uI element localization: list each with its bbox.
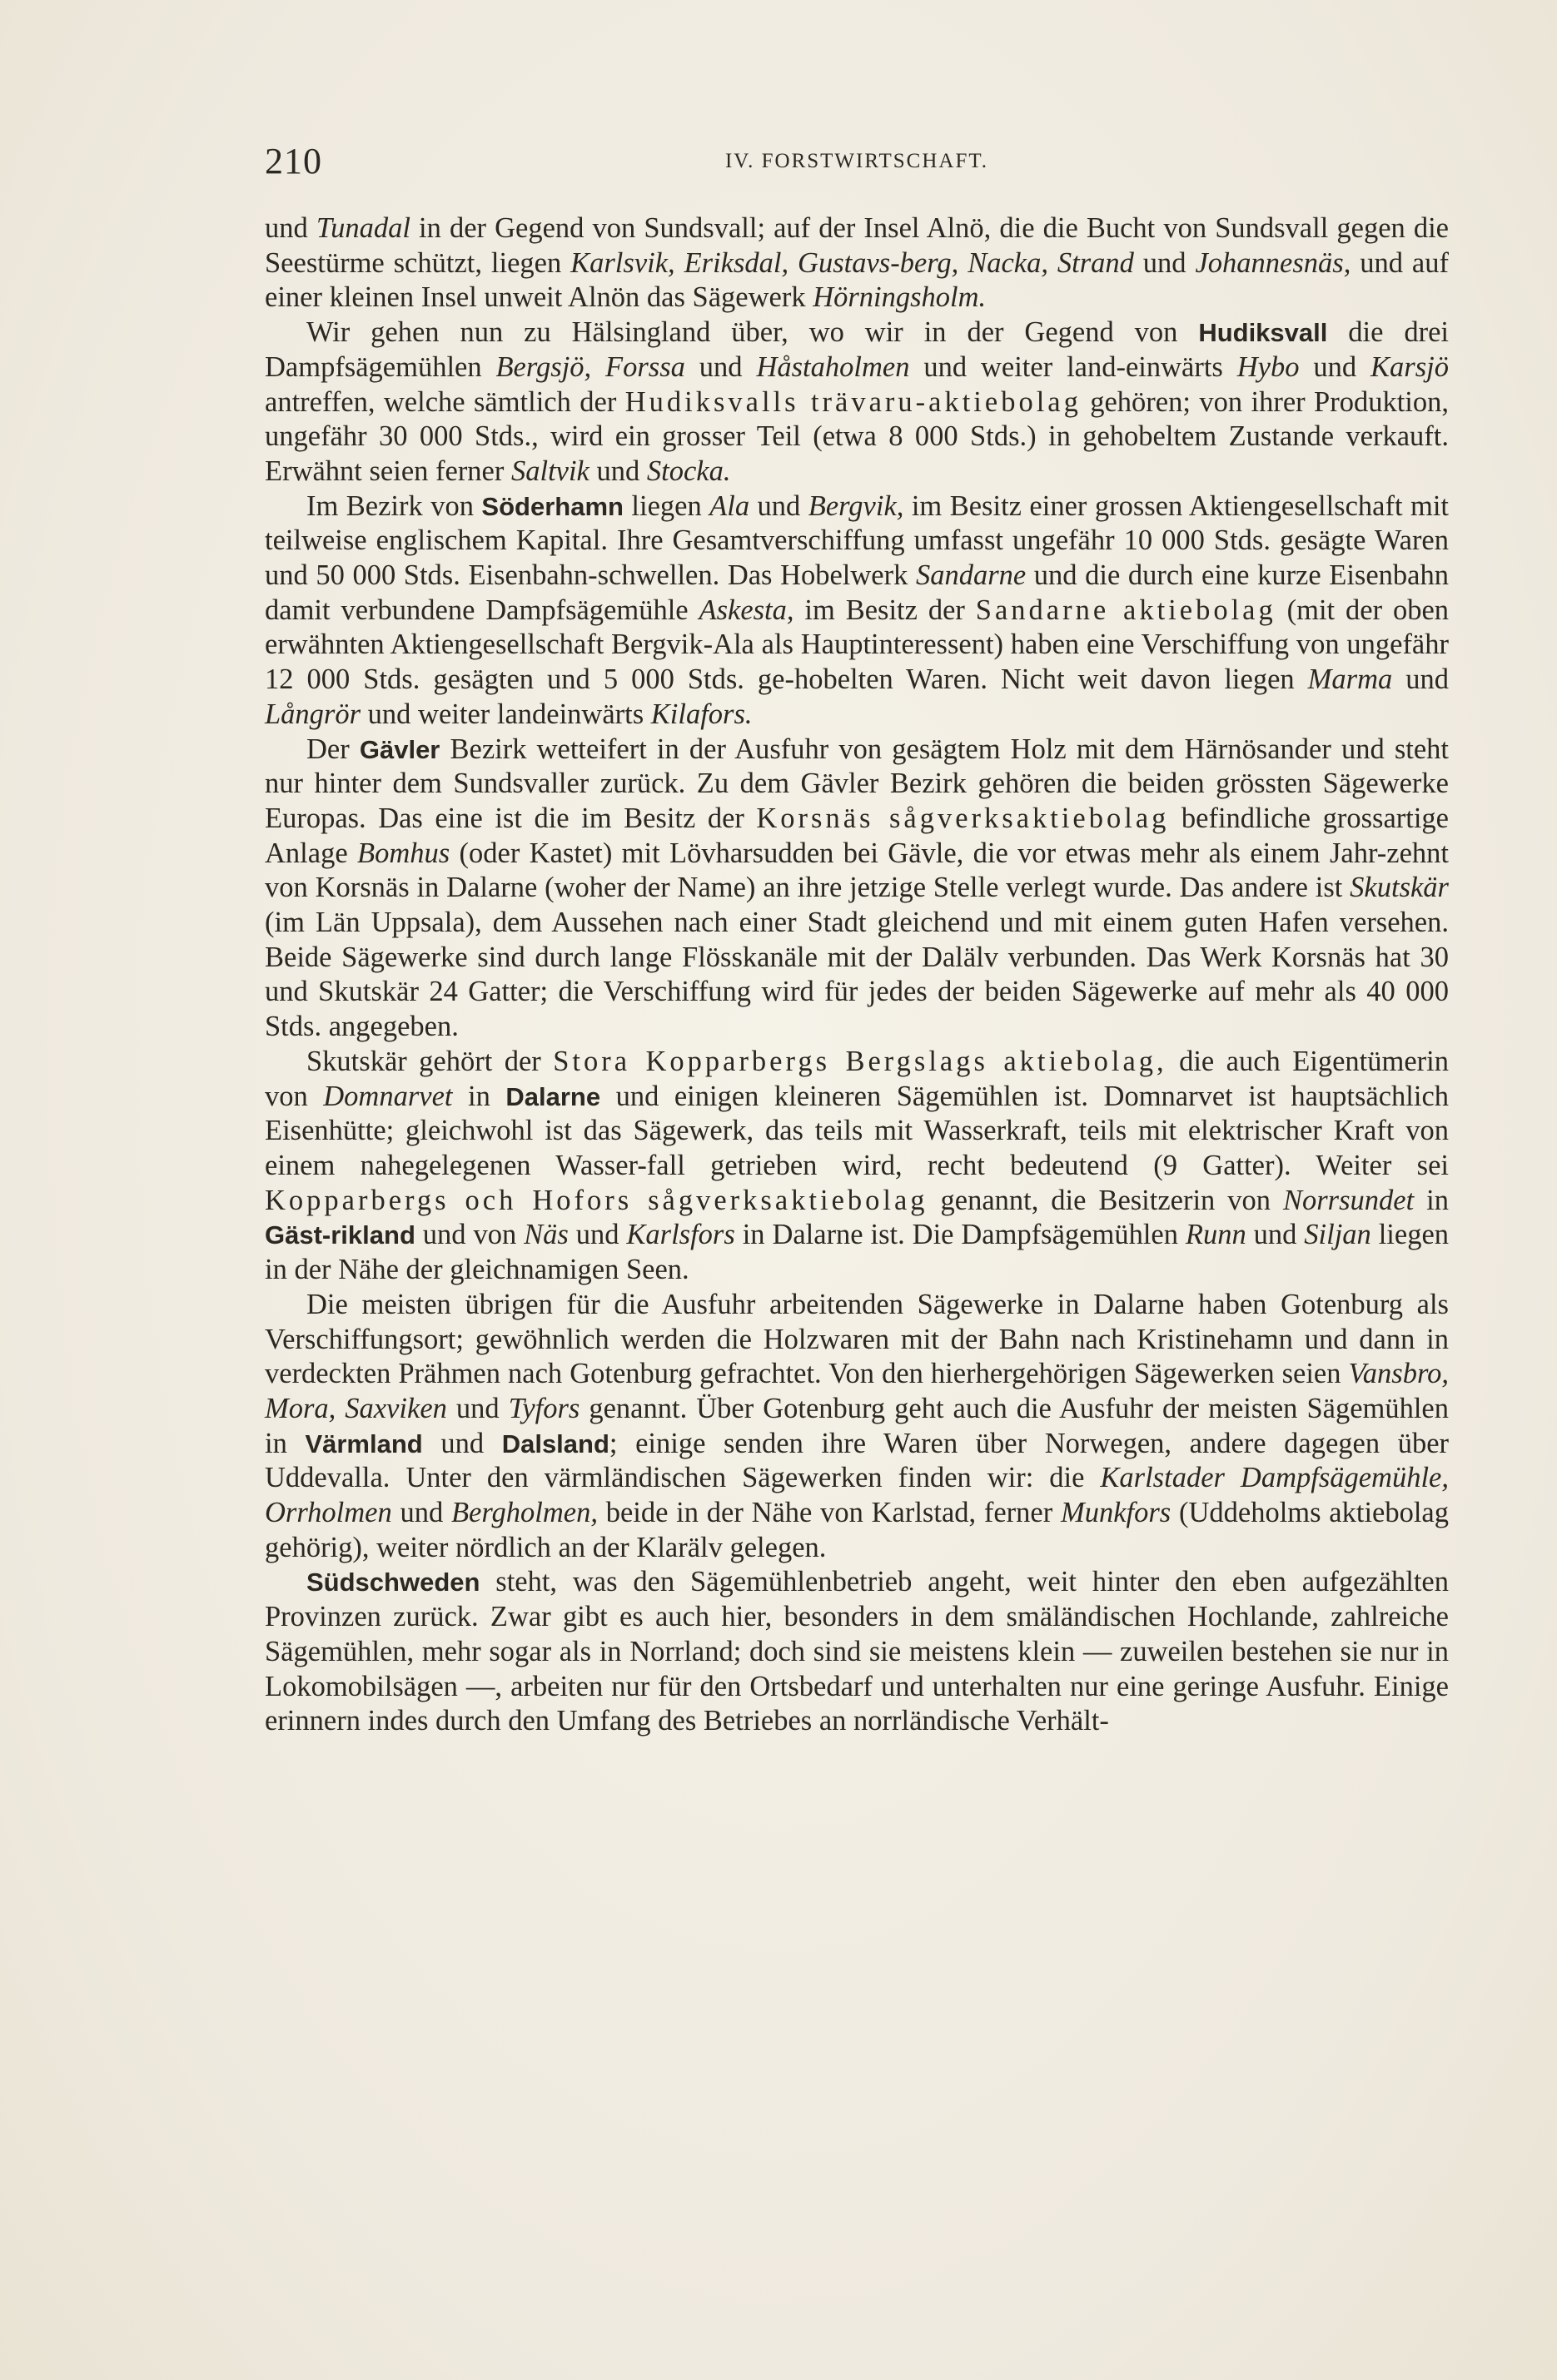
italic-run: Norrsundet [1283,1184,1415,1216]
italic-run: Karlsvik, Eriksdal, Gustavs-berg, Nacka, Strand [570,246,1134,279]
text-run: Die meisten übrigen für die Ausfuhr arbeitenden Sägewerke in Dalarne haben Gotenburg als Verschiffungsort; gewöhnlich werden die Holzwaren mit der Bahn nach Kristinehamn und dann in verdeckten Prähmen nach Gotenburg gefrachtet. Von den hierhergehörigen Sägewerken seien [265,1288,1449,1390]
bold-run: Hudiksvall [1198,318,1328,348]
paragraph [265,316,1449,489]
spaced-run: Korsnäs sågverksaktiebolag [756,802,1170,834]
text-run: im Besitz der [793,594,976,626]
bold-run: Dalarne [505,1081,601,1111]
italic-run: Johannesnäs, [1195,246,1351,279]
text-run: liegen [623,489,710,522]
italic-run: Vansbro, Mora, Saxviken [265,1358,1449,1424]
text-run: (oder Kastet) mit Lövharsudden bei Gävle, die vor etwas mehr als einem Jahr-zehnt von Korsnäs in Dalarne (woher der Name) an ihre jetzige Stelle verlegt wurde. Das andere ist [265,837,1449,904]
text-run: und weiter land-einwärts [909,350,1237,383]
italic-run: Karlsfors [626,1219,735,1251]
text-run: in der Gegend von Sundsvall; auf der Insel Alnö, die die Bucht von Sundsvall gegen die Seestürme schützt, liegen [265,212,1449,279]
spaced-run: Sandarne aktiebolag [975,594,1276,626]
bold-run: Gävler [359,734,440,764]
italic-run: Bergvik, [808,489,904,522]
running-head: IV. FORSTWIRTSCHAFT. [724,150,989,172]
page-number: 210 [265,141,322,181]
text-run: und [1246,1219,1305,1251]
bold-run: Südschweden [306,1568,480,1597]
text-run: genannt, die Besitzerin von [928,1184,1283,1216]
paragraph [265,1288,1449,1566]
italic-run: Kilafors. [650,698,753,730]
text-run: und [1299,350,1371,383]
text-run: in [452,1080,506,1112]
text-run: ; einige senden ihre Waren über Norwegen, andere dagegen über Uddevalla. Unter den värmländischen Sägewerken finden wir: die [265,1427,1450,1494]
italic-run: Domnarvet [323,1080,453,1112]
italic-run: Skutskär [1350,872,1449,904]
italic-run: Hörningsholm. [813,281,987,314]
italic-run: Siljan [1304,1219,1371,1251]
text-run: und [446,1392,509,1424]
text-run: und von [415,1219,525,1251]
text-run: Der [306,733,360,765]
bold-run: Värmland [305,1428,423,1458]
italic-run: Hybo [1236,350,1300,383]
italic-run: Munkfors [1060,1497,1171,1529]
body-text [265,211,1449,1739]
italic-run: Näs [524,1219,569,1251]
text-run: die auch Eigentümerin von [265,1045,1449,1112]
text-run: genannt. Über Gotenburg geht auch die Ausfuhr der meisten Sägemühlen in [265,1392,1449,1459]
italic-run: Håstaholmen [756,350,910,383]
text-run: und [589,455,647,487]
text-run: und [391,1497,451,1529]
bold-run: Dalsland [501,1428,609,1458]
text-run: Skutskär gehört der [306,1045,554,1077]
text-run: und auf einer kleinen Insel unweit Alnön das Sägewerk [265,246,1449,314]
italic-run: Bergsjö, Forssa [495,350,685,383]
text-run: Im Bezirk von [306,489,482,522]
paragraph [265,211,1449,316]
italic-run: Bomhus [357,837,450,869]
text-run: befindliche grossartige Anlage [265,802,1449,869]
text-run: und [568,1219,627,1251]
spaced-run: Hudiksvalls trävaru-aktiebolag [624,385,1082,418]
paragraph [265,489,1449,733]
italic-run: Runn [1185,1219,1246,1251]
italic-run: Ala [709,489,750,522]
italic-run: Stocka. [646,455,731,487]
text-run: in Dalarne ist. Die Dampfsägemühlen [734,1219,1186,1251]
text-run: im Besitz einer grossen Aktiengesellschaft mit teilweise englischem Kapital. Ihre Gesamtverschiffung umfasst ungefähr 10 000 Stds. gesägte Waren und 50 000 Stds. Eisenbahn-schwellen. Das Hobelwerk [265,489,1449,592]
page-header [265,140,1449,190]
italic-run: Långrör [265,698,361,730]
paragraph [265,1045,1449,1288]
text-run: beide in der Nähe von Karlstad, ferner [597,1497,1061,1529]
text-run: und [749,489,808,522]
italic-run: Saltvik [510,455,589,487]
text-run: und die durch eine kurze Eisenbahn damit verbundene Dampfsägemühle [265,559,1449,626]
text-run: die drei Dampfsägemühlen [265,316,1449,383]
text-run: liegen in der Nähe der gleichnamigen Seen. [265,1219,1450,1286]
italic-run: Sandarne [915,559,1027,592]
italic-run: Tunadal [316,212,410,244]
text-run: Bezirk wetteifert in der Ausfuhr von gesägtem Holz mit dem Härnösander und steht nur hinter dem Sundsvaller zurück. Zu dem Gävler Bezirk gehören die beiden grössten Sägewerke Europas. Das eine ist die im Besitz der [265,733,1449,834]
spaced-run: Stora Kopparbergs Bergslags aktiebolag, [553,1045,1167,1077]
text-run: und weiter landeinwärts [361,698,651,730]
text-run: (im Län Uppsala), dem Aussehen nach einer Stadt gleichend und mit einem guten Hafen versehen. Beide Sägewerke sind durch lange Flösskanäle mit der Dalälv verbunden. Das Werk Korsnäs hat 30 und Skutskär 24 Gatter; die Verschiffung wird für jedes der beiden Sägewerke auf mehr als 40 000 Stds. angegeben. [265,907,1449,1043]
paragraph [265,1565,1449,1739]
text-run: und [265,212,316,244]
italic-run: Bergholmen, [450,1497,598,1529]
text-run: steht, was den Sägemühlenbetrieb angeht, weit hinter den eben aufgezählten Provinzen zurück. Zwar gibt es auch hier, besonders in dem smäländischen Hochlande, zahlreiche Sägemühlen, mehr sogar als in Norrland; doch sind sie meistens klein — zuweilen bestehen sie nur in Lokomobilsägen —, arbeiten nur für den Ortsbedarf und unterhalten nur eine geringe Ausfuhr. Einige erinnern indes durch den Umfang des Betriebes an norrländische Verhält- [265,1566,1449,1737]
italic-run: Marma [1307,663,1393,696]
paragraph [265,733,1449,1045]
bold-run: Gäst-rikland [265,1220,415,1250]
italic-run: Karsjö [1370,350,1449,383]
italic-run: Askesta, [699,594,794,626]
bold-run: Söderhamn [481,491,624,521]
text-run: antreffen, welche sämtlich der [265,385,625,418]
text-run: Wir gehen nun zu Hälsingland über, wo wir in der Gegend von [306,316,1199,349]
text-run: (mit der oben erwähnten Aktiengesellschaft Bergvik-Ala als Hauptinteressent) haben eine Verschiffung von ungefähr 12 000 Stds. gesägten und 5 000 Stds. ge-hobelten Waren. Nicht weit davon liegen [265,594,1450,696]
text-run: (Uddeholms aktiebolag gehörig), weiter nördlich an der Klarälv gelegen. [265,1497,1449,1563]
text-run: und [422,1427,502,1459]
text-run: gehören; von ihrer Produktion, ungefähr 30 000 Stds., wird ein grosser Teil (etwa 8 000 Stds.) in gehobeltem Zustande verkauft. Erwähnt seien ferner [265,385,1449,487]
italic-run: Karlstader Dampfsägemühle, Orrholmen [265,1462,1449,1529]
text-run: und einigen kleineren Sägemühlen ist. Domnarvet ist hauptsächlich Eisenhütte; gleichwohl ist das Sägewerk, das teils mit Wasserkraft, teils mit elektrischer Kraft von einem nahegelegenen Wasser-fall getrieben wird, recht bedeutend (9 Gatter). Weiter sei [265,1080,1450,1181]
text-run: und [684,350,757,383]
text-run: und [1392,663,1450,696]
spaced-run: Kopparbergs och Hofors sågverksaktiebolag [265,1184,928,1216]
text-run: und [1133,246,1196,279]
italic-run: Tyfors [508,1392,580,1424]
text-run: in [1414,1184,1449,1216]
